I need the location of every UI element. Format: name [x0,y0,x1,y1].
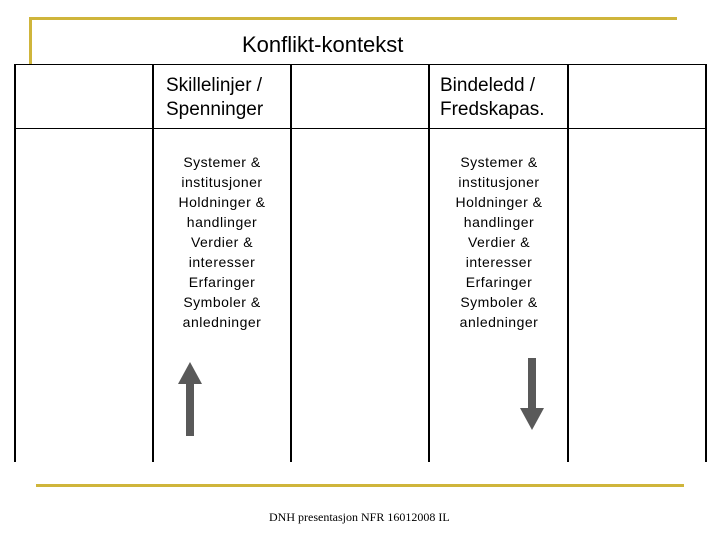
grid-line-6 [705,64,707,462]
list-item: Verdier & interesser [188,234,256,270]
factor-list-tensions [152,152,292,332]
table-top-border [14,64,706,65]
list-item: Holdninger & handlinger [455,194,543,230]
list-item: Verdier & interesser [465,234,533,270]
arrow-up-icon [178,362,202,436]
arrow-down-icon [520,358,544,430]
left-accent-line [29,17,32,64]
list-item: Systemer & institusjoner [458,154,540,190]
list-item: Holdninger & handlinger [178,194,266,230]
list-item: Erfaringer [188,274,256,290]
slide-title: Konflikt-kontekst [242,32,404,57]
list-item: Erfaringer [465,274,533,290]
footer-text: DNH presentasjon NFR 16012008 IL [269,510,450,524]
grid-line-1 [14,64,16,462]
list-item: Systemer & institusjoner [181,154,263,190]
list-item: Symboler & anledninger [182,294,262,330]
factor-list-connectors [429,152,569,332]
header-separator [14,128,706,129]
top-accent-line [29,17,677,20]
bottom-accent-line [36,484,684,487]
column-header-connectors: Bindeledd / Fredskapas. [440,75,545,120]
list-item: Symboler & anledninger [459,294,539,330]
column-header-tensions: Skillelinjer / Spenninger [166,75,264,120]
